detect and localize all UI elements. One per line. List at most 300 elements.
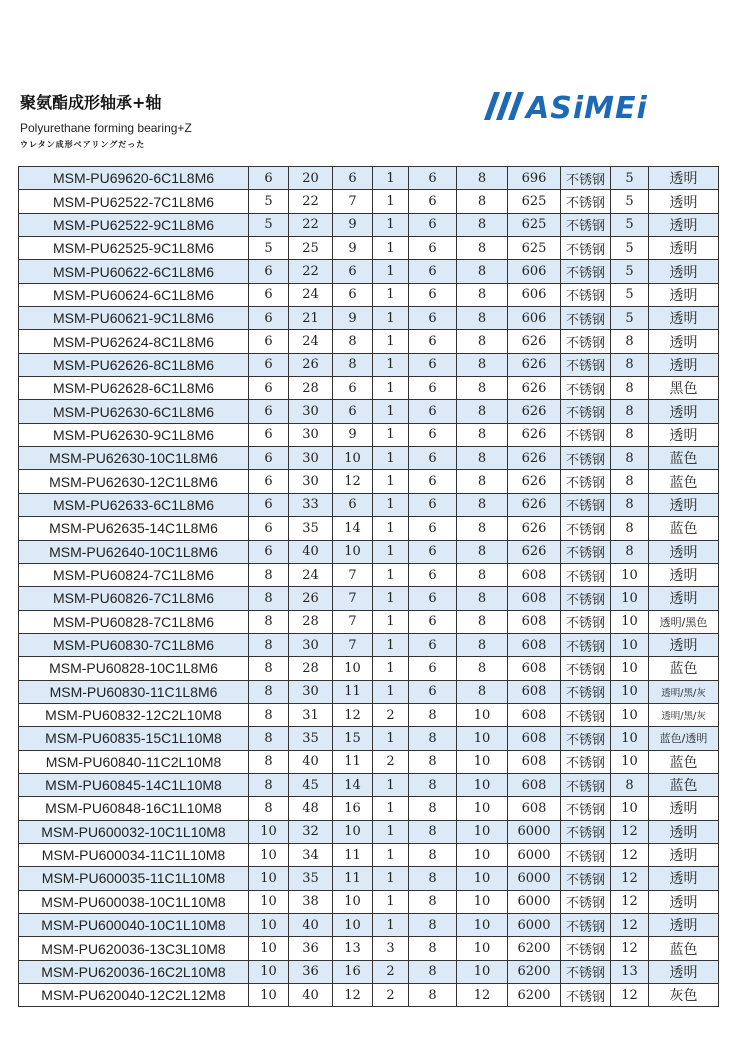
- cell-col-9: 5: [611, 283, 649, 306]
- cell-inner-diameter: 8: [249, 657, 289, 680]
- cell-model: MSM-PU600032-10C1L10M8: [19, 820, 249, 843]
- cell-bearing: 608: [508, 587, 561, 610]
- cell-inner-diameter: 10: [249, 867, 289, 890]
- cell-outer-diameter: 24: [289, 330, 333, 353]
- cell-inner-diameter: 10: [249, 937, 289, 960]
- cell-bearing: 606: [508, 283, 561, 306]
- table-row: [19, 797, 719, 820]
- table-row: [19, 400, 719, 423]
- cell-col-6: 8: [457, 423, 508, 446]
- cell-model: MSM-PU600034-11C1L10M8: [19, 843, 249, 866]
- cell-bearing: 626: [508, 330, 561, 353]
- cell-col-9: 8: [611, 400, 649, 423]
- cell-model: MSM-PU69620-6C1L8M6: [19, 167, 249, 190]
- cell-material: 不锈钢: [561, 447, 611, 470]
- cell-width: 10: [333, 890, 373, 913]
- cell-color: 蓝色: [649, 773, 719, 796]
- cell-width: 8: [333, 330, 373, 353]
- cell-inner-diameter: 6: [249, 167, 289, 190]
- cell-outer-diameter: 30: [289, 680, 333, 703]
- cell-col-4: 1: [373, 727, 409, 750]
- cell-outer-diameter: 24: [289, 283, 333, 306]
- cell-color: 透明/黑色: [649, 610, 719, 633]
- cell-col-6: 8: [457, 213, 508, 236]
- cell-bearing: 608: [508, 610, 561, 633]
- cell-col-9: 13: [611, 960, 649, 983]
- cell-width: 7: [333, 190, 373, 213]
- cell-width: 10: [333, 914, 373, 937]
- cell-bearing: 626: [508, 377, 561, 400]
- cell-color: 透明: [649, 867, 719, 890]
- cell-col-9: 8: [611, 447, 649, 470]
- cell-model: MSM-PU62630-12C1L8M6: [19, 470, 249, 493]
- cell-col-4: 1: [373, 797, 409, 820]
- cell-material: 不锈钢: [561, 167, 611, 190]
- cell-col-4: 1: [373, 307, 409, 330]
- cell-color: 透明: [649, 283, 719, 306]
- cell-inner-diameter: 6: [249, 353, 289, 376]
- cell-material: 不锈钢: [561, 633, 611, 656]
- cell-col-9: 8: [611, 493, 649, 516]
- cell-inner-diameter: 6: [249, 377, 289, 400]
- cell-color: 蓝色: [649, 750, 719, 773]
- cell-bearing: 626: [508, 423, 561, 446]
- cell-col-9: 8: [611, 517, 649, 540]
- cell-col-6: 8: [457, 680, 508, 703]
- cell-outer-diameter: 48: [289, 797, 333, 820]
- cell-col-5: 6: [409, 330, 457, 353]
- cell-col-9: 12: [611, 984, 649, 1007]
- cell-col-5: 8: [409, 727, 457, 750]
- cell-model: MSM-PU62635-14C1L8M6: [19, 517, 249, 540]
- cell-inner-diameter: 6: [249, 447, 289, 470]
- cell-outer-diameter: 26: [289, 587, 333, 610]
- cell-inner-diameter: 6: [249, 307, 289, 330]
- cell-col-4: 1: [373, 260, 409, 283]
- cell-bearing: 6000: [508, 914, 561, 937]
- cell-width: 7: [333, 610, 373, 633]
- cell-col-5: 6: [409, 237, 457, 260]
- cell-material: 不锈钢: [561, 377, 611, 400]
- cell-bearing: 608: [508, 680, 561, 703]
- table-row: [19, 190, 719, 213]
- cell-outer-diameter: 30: [289, 470, 333, 493]
- cell-inner-diameter: 6: [249, 260, 289, 283]
- cell-bearing: 6000: [508, 867, 561, 890]
- cell-col-4: 1: [373, 540, 409, 563]
- cell-width: 6: [333, 283, 373, 306]
- cell-model: MSM-PU620036-13C3L10M8: [19, 937, 249, 960]
- cell-col-5: 8: [409, 867, 457, 890]
- cell-material: 不锈钢: [561, 190, 611, 213]
- cell-bearing: 6000: [508, 890, 561, 913]
- cell-outer-diameter: 30: [289, 633, 333, 656]
- cell-material: 不锈钢: [561, 330, 611, 353]
- cell-model: MSM-PU62624-8C1L8M6: [19, 330, 249, 353]
- cell-width: 12: [333, 984, 373, 1007]
- cell-bearing: 626: [508, 540, 561, 563]
- cell-outer-diameter: 22: [289, 213, 333, 236]
- cell-inner-diameter: 10: [249, 914, 289, 937]
- cell-col-4: 1: [373, 610, 409, 633]
- cell-col-4: 1: [373, 423, 409, 446]
- cell-col-6: 8: [457, 377, 508, 400]
- cell-model: MSM-PU62630-10C1L8M6: [19, 447, 249, 470]
- cell-width: 8: [333, 353, 373, 376]
- cell-col-4: 1: [373, 867, 409, 890]
- cell-model: MSM-PU600040-10C1L10M8: [19, 914, 249, 937]
- cell-col-4: 1: [373, 587, 409, 610]
- cell-bearing: 608: [508, 750, 561, 773]
- cell-col-9: 12: [611, 937, 649, 960]
- cell-bearing: 626: [508, 400, 561, 423]
- cell-material: 不锈钢: [561, 680, 611, 703]
- cell-col-9: 12: [611, 867, 649, 890]
- cell-col-9: 5: [611, 260, 649, 283]
- cell-color: 蓝色: [649, 657, 719, 680]
- cell-col-9: 5: [611, 190, 649, 213]
- cell-material: 不锈钢: [561, 890, 611, 913]
- cell-material: 不锈钢: [561, 400, 611, 423]
- cell-bearing: 625: [508, 237, 561, 260]
- cell-outer-diameter: 28: [289, 610, 333, 633]
- cell-color: 透明: [649, 890, 719, 913]
- cell-col-5: 8: [409, 820, 457, 843]
- cell-color: 透明: [649, 820, 719, 843]
- cell-material: 不锈钢: [561, 657, 611, 680]
- cell-col-5: 6: [409, 260, 457, 283]
- cell-model: MSM-PU62626-8C1L8M6: [19, 353, 249, 376]
- cell-bearing: 6200: [508, 937, 561, 960]
- cell-col-5: 8: [409, 914, 457, 937]
- cell-col-9: 12: [611, 820, 649, 843]
- cell-model: MSM-PU62630-6C1L8M6: [19, 400, 249, 423]
- cell-col-5: 6: [409, 447, 457, 470]
- cell-bearing: 606: [508, 260, 561, 283]
- cell-col-9: 10: [611, 750, 649, 773]
- table-row: [19, 727, 719, 750]
- cell-col-6: 10: [457, 703, 508, 726]
- cell-col-5: 6: [409, 587, 457, 610]
- cell-model: MSM-PU60828-7C1L8M6: [19, 610, 249, 633]
- cell-col-4: 1: [373, 773, 409, 796]
- logo-text: ASiMEi: [526, 91, 648, 122]
- cell-model: MSM-PU60835-15C1L10M8: [19, 727, 249, 750]
- table-row: [19, 867, 719, 890]
- cell-width: 10: [333, 540, 373, 563]
- cell-col-9: 8: [611, 423, 649, 446]
- cell-outer-diameter: 40: [289, 540, 333, 563]
- cell-outer-diameter: 38: [289, 890, 333, 913]
- cell-col-6: 8: [457, 237, 508, 260]
- cell-col-4: 2: [373, 750, 409, 773]
- cell-width: 10: [333, 820, 373, 843]
- cell-inner-diameter: 5: [249, 237, 289, 260]
- cell-inner-diameter: 8: [249, 563, 289, 586]
- cell-col-5: 6: [409, 563, 457, 586]
- table-row: [19, 447, 719, 470]
- cell-col-9: 8: [611, 470, 649, 493]
- cell-col-4: 1: [373, 890, 409, 913]
- cell-color: 黑色: [649, 377, 719, 400]
- cell-col-5: 8: [409, 703, 457, 726]
- cell-material: 不锈钢: [561, 727, 611, 750]
- cell-outer-diameter: 20: [289, 167, 333, 190]
- cell-model: MSM-PU62522-7C1L8M6: [19, 190, 249, 213]
- table-row: [19, 914, 719, 937]
- cell-col-6: 8: [457, 307, 508, 330]
- cell-col-4: 1: [373, 563, 409, 586]
- cell-color: 透明: [649, 914, 719, 937]
- cell-material: 不锈钢: [561, 260, 611, 283]
- cell-outer-diameter: 30: [289, 423, 333, 446]
- cell-outer-diameter: 35: [289, 727, 333, 750]
- cell-width: 16: [333, 960, 373, 983]
- cell-bearing: 606: [508, 307, 561, 330]
- cell-width: 9: [333, 423, 373, 446]
- cell-col-6: 10: [457, 960, 508, 983]
- table-row: [19, 960, 719, 983]
- cell-col-6: 8: [457, 353, 508, 376]
- cell-col-6: 8: [457, 540, 508, 563]
- cell-model: MSM-PU620036-16C2L10M8: [19, 960, 249, 983]
- cell-inner-diameter: 8: [249, 703, 289, 726]
- cell-model: MSM-PU62628-6C1L8M6: [19, 377, 249, 400]
- cell-col-6: 12: [457, 984, 508, 1007]
- cell-outer-diameter: 36: [289, 937, 333, 960]
- cell-col-6: 8: [457, 447, 508, 470]
- cell-inner-diameter: 8: [249, 680, 289, 703]
- cell-bearing: 626: [508, 470, 561, 493]
- cell-col-4: 1: [373, 213, 409, 236]
- cell-col-5: 8: [409, 890, 457, 913]
- cell-col-5: 8: [409, 984, 457, 1007]
- cell-outer-diameter: 40: [289, 984, 333, 1007]
- cell-color: 蓝色: [649, 517, 719, 540]
- cell-col-5: 6: [409, 353, 457, 376]
- cell-col-5: 6: [409, 167, 457, 190]
- cell-inner-diameter: 6: [249, 493, 289, 516]
- table-row: [19, 493, 719, 516]
- cell-width: 9: [333, 237, 373, 260]
- cell-col-9: 10: [611, 587, 649, 610]
- cell-col-6: 8: [457, 657, 508, 680]
- cell-bearing: 608: [508, 703, 561, 726]
- cell-model: MSM-PU60622-6C1L8M6: [19, 260, 249, 283]
- cell-width: 6: [333, 260, 373, 283]
- cell-inner-diameter: 8: [249, 750, 289, 773]
- cell-material: 不锈钢: [561, 773, 611, 796]
- cell-col-6: 8: [457, 517, 508, 540]
- cell-outer-diameter: 22: [289, 190, 333, 213]
- cell-material: 不锈钢: [561, 937, 611, 960]
- cell-inner-diameter: 6: [249, 283, 289, 306]
- cell-model: MSM-PU60840-11C2L10M8: [19, 750, 249, 773]
- cell-width: 15: [333, 727, 373, 750]
- cell-inner-diameter: 8: [249, 727, 289, 750]
- table-row: [19, 470, 719, 493]
- cell-outer-diameter: 33: [289, 493, 333, 516]
- cell-outer-diameter: 35: [289, 517, 333, 540]
- cell-bearing: 625: [508, 213, 561, 236]
- cell-inner-diameter: 10: [249, 960, 289, 983]
- cell-model: MSM-PU60621-9C1L8M6: [19, 307, 249, 330]
- table-row: [19, 750, 719, 773]
- cell-col-9: 8: [611, 540, 649, 563]
- cell-col-5: 6: [409, 470, 457, 493]
- cell-material: 不锈钢: [561, 540, 611, 563]
- cell-inner-diameter: 5: [249, 213, 289, 236]
- cell-material: 不锈钢: [561, 914, 611, 937]
- cell-col-4: 1: [373, 470, 409, 493]
- cell-bearing: 696: [508, 167, 561, 190]
- cell-inner-diameter: 8: [249, 797, 289, 820]
- table-row: [19, 610, 719, 633]
- cell-width: 7: [333, 587, 373, 610]
- cell-color: 透明: [649, 213, 719, 236]
- cell-width: 13: [333, 937, 373, 960]
- table-row: [19, 633, 719, 656]
- cell-material: 不锈钢: [561, 820, 611, 843]
- cell-width: 7: [333, 633, 373, 656]
- logo-mark-icon: [484, 92, 524, 120]
- cell-outer-diameter: 22: [289, 260, 333, 283]
- cell-model: MSM-PU62630-9C1L8M6: [19, 423, 249, 446]
- cell-color: 透明: [649, 400, 719, 423]
- cell-col-6: 8: [457, 587, 508, 610]
- cell-col-5: 8: [409, 960, 457, 983]
- cell-col-5: 6: [409, 517, 457, 540]
- cell-material: 不锈钢: [561, 423, 611, 446]
- cell-width: 11: [333, 867, 373, 890]
- cell-width: 12: [333, 470, 373, 493]
- cell-col-6: 10: [457, 937, 508, 960]
- table-row: [19, 843, 719, 866]
- table-row: [19, 773, 719, 796]
- cell-col-5: 8: [409, 797, 457, 820]
- cell-col-5: 6: [409, 610, 457, 633]
- table-row: [19, 377, 719, 400]
- brand-logo: [478, 90, 716, 122]
- cell-color: 透明: [649, 563, 719, 586]
- table-row: [19, 353, 719, 376]
- table-row: [19, 680, 719, 703]
- cell-col-4: 1: [373, 517, 409, 540]
- cell-col-9: 5: [611, 213, 649, 236]
- cell-bearing: 608: [508, 727, 561, 750]
- cell-outer-diameter: 30: [289, 447, 333, 470]
- cell-width: 11: [333, 750, 373, 773]
- cell-outer-diameter: 35: [289, 867, 333, 890]
- cell-material: 不锈钢: [561, 517, 611, 540]
- cell-col-5: 6: [409, 423, 457, 446]
- cell-col-6: 10: [457, 843, 508, 866]
- cell-inner-diameter: 6: [249, 540, 289, 563]
- cell-bearing: 6000: [508, 820, 561, 843]
- cell-color: 透明: [649, 167, 719, 190]
- table-row: [19, 260, 719, 283]
- table-row: [19, 517, 719, 540]
- cell-col-4: 1: [373, 400, 409, 423]
- cell-width: 6: [333, 377, 373, 400]
- cell-outer-diameter: 28: [289, 377, 333, 400]
- cell-material: 不锈钢: [561, 797, 611, 820]
- cell-color: 蓝色/透明: [649, 727, 719, 750]
- cell-col-6: 8: [457, 610, 508, 633]
- cell-model: MSM-PU60624-6C1L8M6: [19, 283, 249, 306]
- cell-inner-diameter: 8: [249, 633, 289, 656]
- cell-width: 9: [333, 307, 373, 330]
- cell-col-9: 12: [611, 890, 649, 913]
- cell-color: 蓝色: [649, 470, 719, 493]
- cell-col-5: 8: [409, 750, 457, 773]
- cell-outer-diameter: 28: [289, 657, 333, 680]
- cell-color: 透明/黑/灰: [649, 680, 719, 703]
- cell-col-5: 8: [409, 937, 457, 960]
- cell-col-6: 8: [457, 493, 508, 516]
- cell-col-9: 8: [611, 773, 649, 796]
- cell-col-9: 10: [611, 563, 649, 586]
- cell-material: 不锈钢: [561, 283, 611, 306]
- cell-col-9: 5: [611, 307, 649, 330]
- cell-model: MSM-PU600038-10C1L10M8: [19, 890, 249, 913]
- cell-col-9: 8: [611, 353, 649, 376]
- cell-col-5: 6: [409, 307, 457, 330]
- cell-color: 透明: [649, 843, 719, 866]
- cell-inner-diameter: 6: [249, 400, 289, 423]
- table-row: [19, 563, 719, 586]
- cell-col-9: 5: [611, 167, 649, 190]
- cell-col-4: 1: [373, 820, 409, 843]
- cell-width: 9: [333, 213, 373, 236]
- cell-col-4: 1: [373, 237, 409, 260]
- cell-outer-diameter: 31: [289, 703, 333, 726]
- cell-col-5: 6: [409, 657, 457, 680]
- cell-inner-diameter: 6: [249, 517, 289, 540]
- cell-material: 不锈钢: [561, 960, 611, 983]
- cell-material: 不锈钢: [561, 843, 611, 866]
- table-row: [19, 703, 719, 726]
- cell-col-9: 12: [611, 914, 649, 937]
- cell-col-5: 6: [409, 633, 457, 656]
- cell-bearing: 626: [508, 493, 561, 516]
- cell-col-6: 10: [457, 773, 508, 796]
- cell-col-4: 1: [373, 843, 409, 866]
- cell-width: 11: [333, 843, 373, 866]
- cell-col-6: 10: [457, 727, 508, 750]
- cell-material: 不锈钢: [561, 563, 611, 586]
- cell-material: 不锈钢: [561, 307, 611, 330]
- japanese-subtitle: ウレタン成形ベアリングだった: [20, 140, 146, 149]
- cell-material: 不锈钢: [561, 867, 611, 890]
- cell-bearing: 6000: [508, 843, 561, 866]
- cell-outer-diameter: 32: [289, 820, 333, 843]
- table-row: [19, 984, 719, 1007]
- cell-width: 6: [333, 400, 373, 423]
- cell-inner-diameter: 10: [249, 820, 289, 843]
- cell-color: 透明: [649, 423, 719, 446]
- cell-col-4: 1: [373, 377, 409, 400]
- cell-bearing: 6200: [508, 984, 561, 1007]
- cell-col-6: 8: [457, 400, 508, 423]
- cell-material: 不锈钢: [561, 493, 611, 516]
- cell-col-5: 6: [409, 400, 457, 423]
- cell-outer-diameter: 45: [289, 773, 333, 796]
- cell-bearing: 608: [508, 797, 561, 820]
- cell-col-5: 8: [409, 773, 457, 796]
- table-row: [19, 213, 719, 236]
- table-row: [19, 237, 719, 260]
